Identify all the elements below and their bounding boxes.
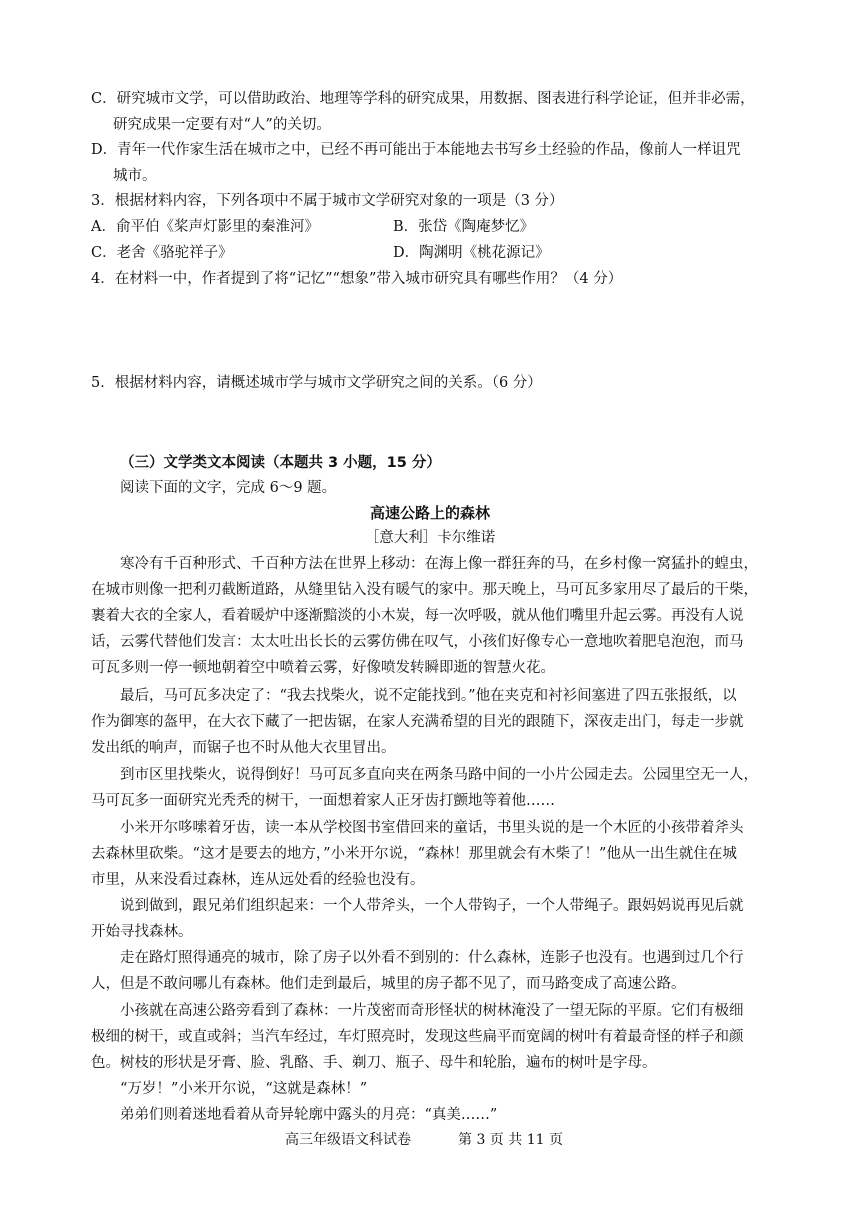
story-line: 发出纸的响声，而锯子也不时从他大衣里冒出。 xyxy=(91,740,396,756)
question-4-stem: 4．在材料一中，作者提到了将“记忆”“想象”带入城市研究具有哪些作用？（4 分） xyxy=(91,271,623,287)
story-line: 到市区里找柴火，说得倒好！马可瓦多直向夹在两条马路中间的一小片公园走去。公园里空无一人， xyxy=(120,767,758,783)
q3-option-c: C．老舍《骆驼祥子》 xyxy=(91,245,233,261)
question-5-stem: 5．根据材料内容，请概述城市学与城市文学研究之间的关系。（6 分） xyxy=(91,375,542,391)
story-line: 寒冷有千百种形式、千百种方法在世界上移动：在海上像一群狂奔的马，在乡村像一窝猛扑的蝗虫， xyxy=(120,556,758,572)
story-line: 可瓦多则一停一顿地朝着空中喷着云雾，好像喷发转瞬即逝的智慧火花。 xyxy=(91,660,555,676)
story-line: 小米开尔哆嗦着牙齿，读一本从学校图书室借回来的童话，书里头说的是一个木匠的小孩带着斧头 xyxy=(120,820,744,836)
story-author: ［意大利］卡尔维诺 xyxy=(364,530,496,546)
footer-exam-name: 高三年级语文科试卷 xyxy=(285,1132,411,1148)
story-line: “万岁！”小米开尔说，“这就是森林！” xyxy=(120,1081,368,1097)
q3-option-d: D．陶渊明《桃花源记》 xyxy=(393,245,550,261)
story-line: 作为御寒的盔甲，在大衣下藏了一把齿锯，在家人充满希望的目光的跟随下，深夜走出门，每走一步就 xyxy=(91,714,744,730)
story-line: 极细的树干，或直或斜；当汽车经过，车灯照亮时，发现这些扁平而宽阔的树叶有着最奇怪的样子和颜 xyxy=(91,1029,744,1045)
q2-option-d-line1: D．青年一代作家生活在城市之中，已经不再可能出于本能地去书写乡土经验的作品，像前人一样诅咒 xyxy=(91,142,741,158)
story-line: 最后，马可瓦多决定了：“我去找柴火，说不定能找到。”他在夹克和衬衫间塞进了四五张报纸，以 xyxy=(120,688,737,704)
story-line: 走在路灯照得通亮的城市，除了房子以外看不到别的：什么森林，连影子也没有。也遇到过几个行 xyxy=(120,950,744,966)
story-line: 开始寻找森林。 xyxy=(91,924,193,940)
story-line: 马可瓦多一面研究光秃秃的树干，一面想着家人正牙齿打颤地等着他…… xyxy=(91,793,555,809)
section-instruction: 阅读下面的文字，完成 6～9 题。 xyxy=(120,480,337,496)
story-line: 人，但是不敢问哪儿有森林。他们走到最后，城里的房子都不见了，而马路变成了高速公路。 xyxy=(91,976,686,992)
story-line: 裹着大衣的全家人，看着暖炉中逐渐黯淡的小木炭，每一次呼吸，就从他们嘴里升起云雾。再没有人说 xyxy=(91,608,744,624)
q3-option-b: B．张岱《陶庵梦忆》 xyxy=(393,219,535,235)
q2-option-c-line2: 研究成果一定要有对“人”的关切。 xyxy=(113,117,331,133)
story-line: 话，云雾代替他们发言：太太吐出长长的云雾仿佛在叹气，小孩们好像专心一意地吹着肥皂泡泡，而马 xyxy=(91,634,744,650)
question-3-stem: 3．根据材料内容，下列各项中不属于城市文学研究对象的一项是（3 分） xyxy=(91,193,564,209)
story-line: 去森林里砍柴。“这才是要去的地方，”小米开尔说，“森林！那里就会有木柴了！”他从一出生就住在城 xyxy=(91,846,737,862)
story-line: 小孩就在高速公路旁看到了森林：一片茂密而奇形怪状的树林淹没了一望无际的平原。它们有极细 xyxy=(120,1003,744,1019)
story-line: 弟弟们则着迷地看着从奇异轮廓中露头的月亮：“真美……” xyxy=(120,1107,498,1123)
section-heading: （三）文学类文本阅读（本题共 3 小题，15 分） xyxy=(120,455,441,471)
q2-option-d-line2: 城市。 xyxy=(113,168,157,184)
story-line: 市里，从来没看过森林，连从远处看的经验也没有。 xyxy=(91,872,425,888)
q2-option-c-line1: C．研究城市文学，可以借助政治、地理等学科的研究成果，用数据、图表进行科学论证，但并非必需， xyxy=(91,91,755,107)
story-title: 高速公路上的森林 xyxy=(369,504,490,522)
story-line: 在城市则像一把利刃截断道路，从缝里钻入没有暖气的家中。那天晚上，马可瓦多家用尽了最后的干柴， xyxy=(91,582,758,598)
q3-option-a: A．俞平伯《桨声灯影里的秦淮河》 xyxy=(91,219,319,235)
story-line: 色。树枝的形状是牙膏、脸、乳酪、手、剃刀、瓶子、母牛和轮胎，遍布的树叶是字母。 xyxy=(91,1055,657,1071)
story-line: 说到做到，跟兄弟们组织起来：一个人带斧头，一个人带钩子，一个人带绳子。跟妈妈说再见后就 xyxy=(120,898,744,914)
footer-page-number: 第 3 页 共 11 页 xyxy=(458,1132,563,1148)
